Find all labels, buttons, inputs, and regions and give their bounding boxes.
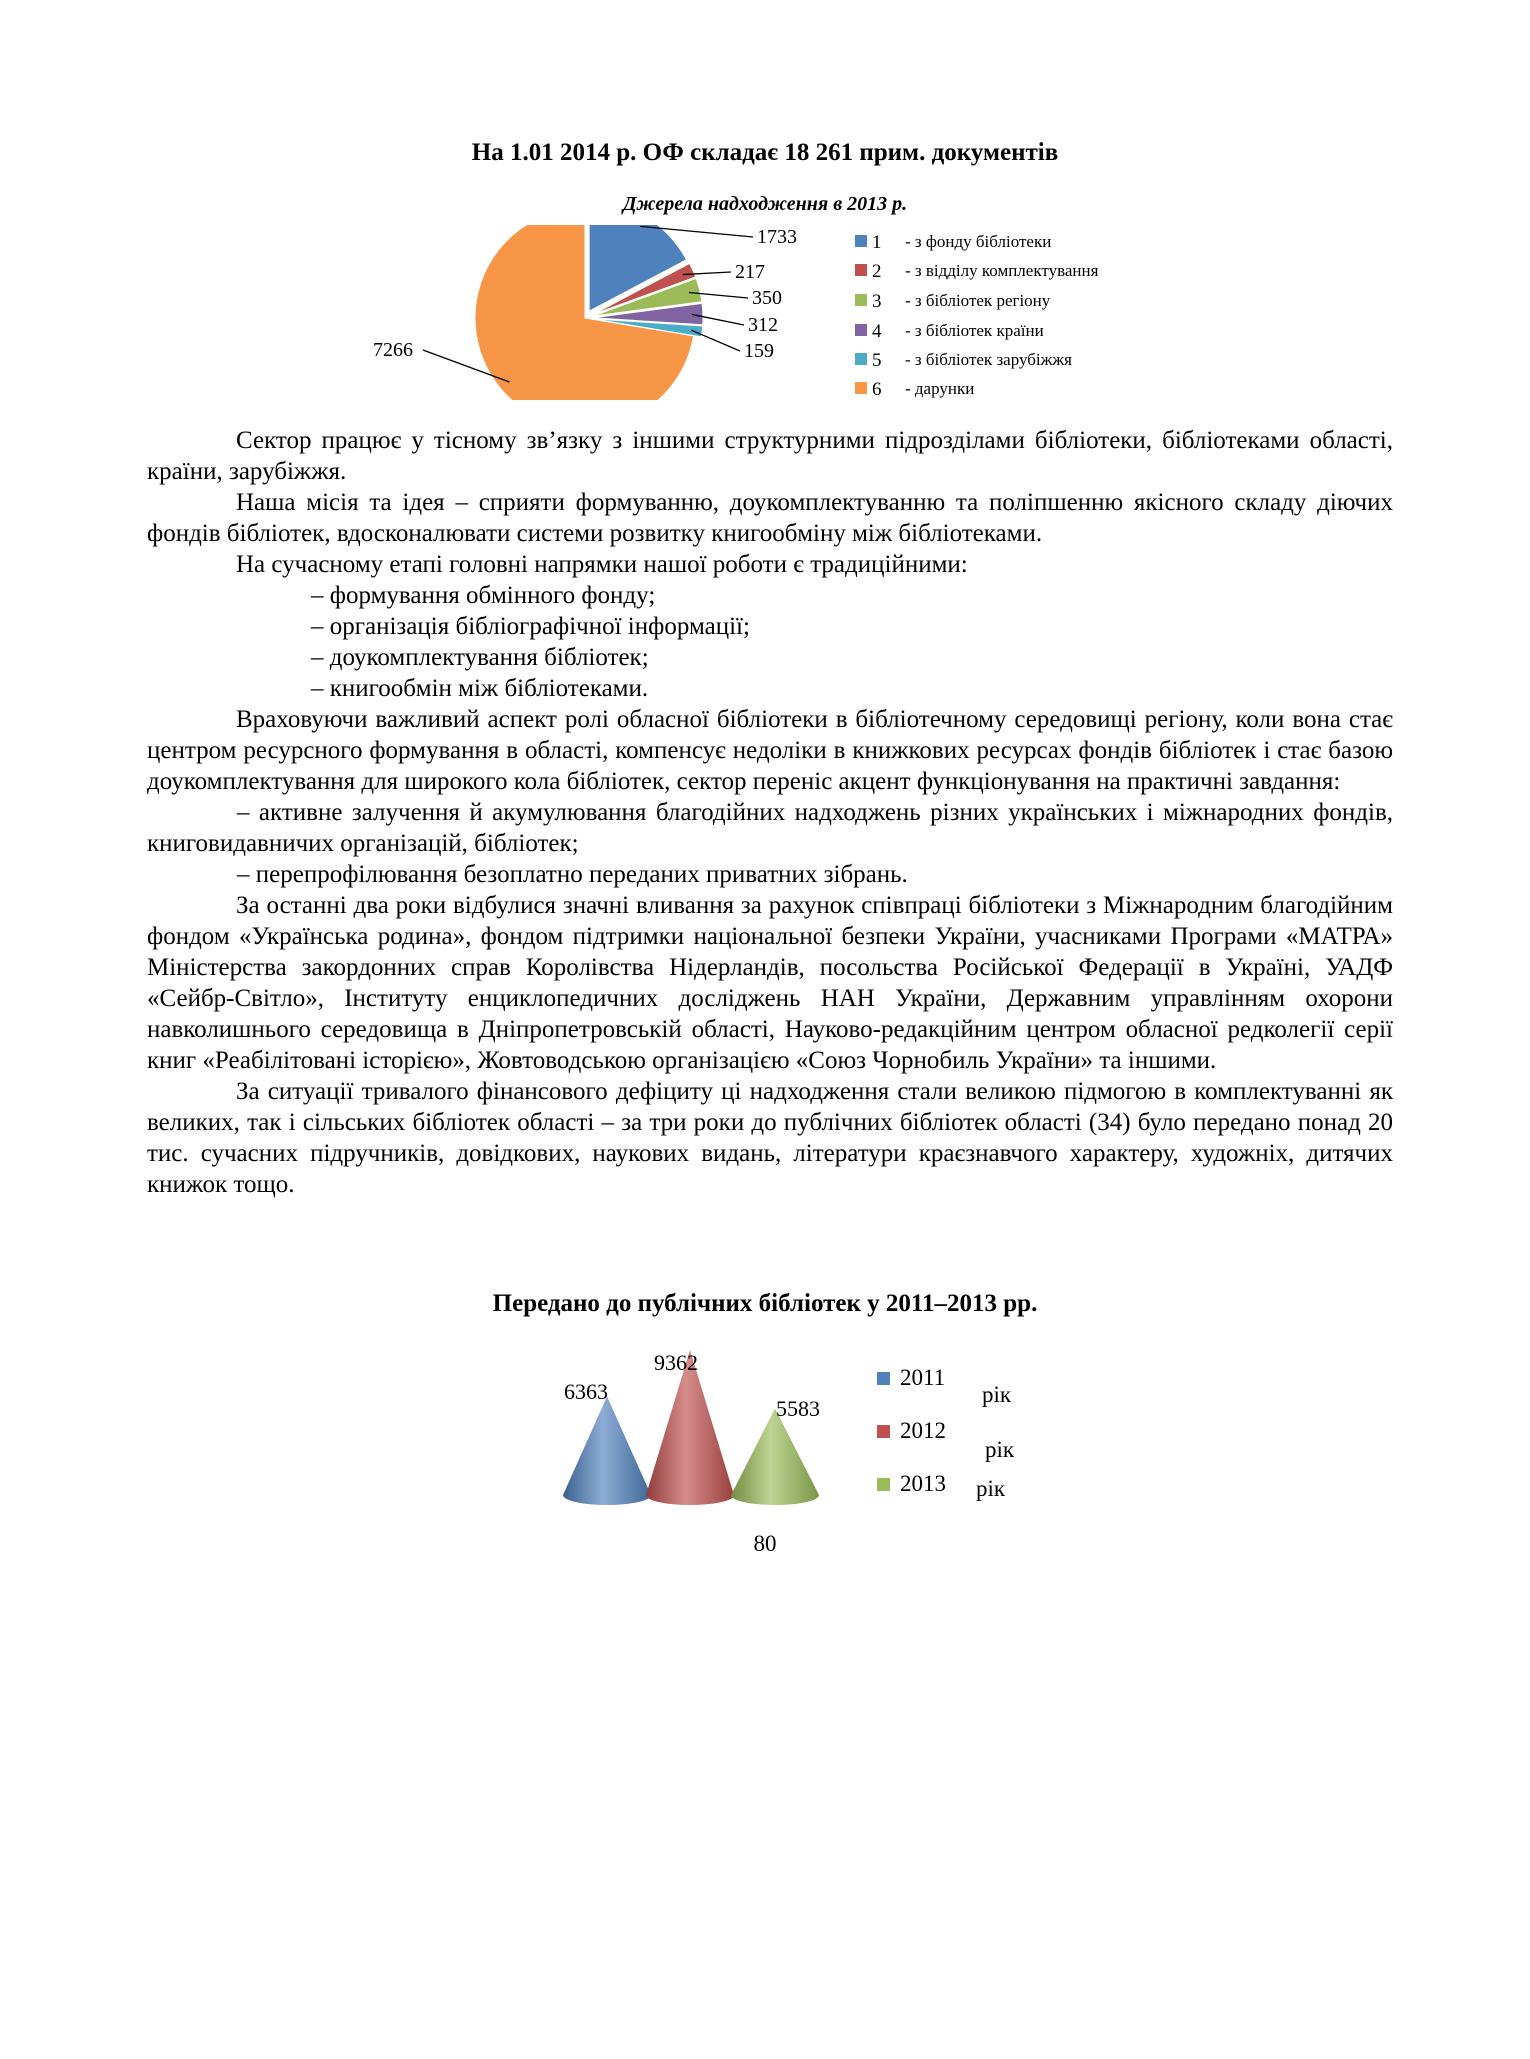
legend-suffix: рік (985, 1437, 1015, 1462)
paragraph: Наша місія та ідея – сприяти формуванню, доукомплектуванню та поліпшенню якісного складу діючих фондів бібліотек, вдосконалювати системи розвитку книгообміну між бібліотеками. (147, 489, 1393, 547)
legend-text: - з бібліотек регіону (905, 291, 1051, 310)
legend-number: 6 (872, 379, 882, 400)
pie-value-label: 350 (752, 287, 782, 309)
cone-bar (731, 1409, 819, 1505)
paragraph: За останні два роки відбулися значні вливання за рахунок співпраці бібліотеки з Міжнародним благодійним фондом «Українська родина», фондом підтримки національної безпеки України, учасниками Програми «МАТРА» Міністерства закордонних справ Королівства Нідерландів, посольства Російської Федерації в Україні, УАДФ «Сейбр-Світло», Інституту енциклопедичних досліджень НАН України, Державним управлінням охорони навколишнього середовища в Дніпропетровській області, Науково-редакційним центром обласної редколегії серії книг «Реабілітовані історією», Жовтоводською організацією «Союз Чорнобиль України» та іншими. (147, 892, 1393, 1074)
page-number: 80 (753, 1531, 777, 1556)
pie-slices (475, 201, 703, 428)
paragraph: Сектор працює у тісному зв’язку з іншими структурними підрозділами бібліотеки, бібліотеками області, країни, зарубіжжя. (147, 427, 1393, 485)
paragraph: На сучасному етапі головні напрямки нашої роботи є традиційними: (236, 551, 968, 578)
pie-leader-line (691, 330, 740, 351)
list-item: – перепрофілювання безоплатно переданих приватних зібрань. (237, 861, 908, 888)
legend-swatch (855, 294, 867, 306)
list-item: – книгообмін між бібліотеками. (311, 675, 649, 702)
legend-text: - дарунки (905, 379, 975, 398)
pie-chart-title: Джерела надходження в 2013 р. (622, 193, 908, 215)
list-item: – формування обмінного фонду; (311, 582, 656, 609)
legend-text: - з бібліотек країни (905, 321, 1044, 340)
legend-swatch (855, 353, 867, 365)
legend-swatch (877, 1478, 890, 1491)
legend-number: 3 (872, 291, 882, 312)
legend-swatch (877, 1372, 890, 1385)
cone-value-label: 6363 (564, 1379, 608, 1404)
legend-suffix: рік (982, 1382, 1012, 1407)
cone-bar (563, 1396, 651, 1505)
legend-text: - з відділу комплектування (905, 261, 1099, 280)
fund-heading: На 1.01 2014 р. ОФ складає 18 261 прим. документів (471, 139, 1059, 166)
transferred-heading: Передано до публічних бібліотек у 2011–2013 рр. (492, 1290, 1038, 1317)
legend-year: 2013 (900, 1471, 946, 1496)
paragraph: Враховуючи важливий аспект ролі обласної бібліотеки в бібліотечному середовищі регіону, коли вона стає центром ресурсного формування в області, компенсує недоліки в книжкових ресурсах фондів бібліотек і стає базою доукомплектування для широкого кола бібліотек, сектор переніс акцент функціонування на практичні завдання: (147, 706, 1393, 795)
list-item: – активне залучення й акумулювання благодійних надходжень різних українських і міжнародних фондів, книговидавничих організацій, бібліотек; (147, 799, 1393, 857)
legend-swatch (855, 324, 867, 336)
legend-suffix: рік (976, 1476, 1006, 1501)
legend-text: - з бібліотек зарубіжжя (905, 350, 1072, 369)
pie-value-label: 159 (744, 340, 774, 362)
body-text (147, 425, 1393, 1200)
legend-text: - з фонду бібліотеки (905, 232, 1052, 251)
pie-value-label: 1733 (757, 226, 797, 248)
pie-value-label: 217 (735, 261, 765, 283)
legend-year: 2011 (900, 1365, 946, 1390)
list-item: – організація бібліографічної інформації; (311, 613, 750, 640)
paragraph: За ситуації тривалого фінансового дефіциту ці надходження стали великою підмогою в комплектуванні як великих, так і сільських бібліотек області – за три роки до публічних бібліотек області (34) було передано понад 20 тис. сучасних підручників, довідкових, наукових видань, літератури краєзнавчого характеру, художніх, дитячих книжок тощо. (147, 1078, 1393, 1198)
legend-number: 4 (872, 321, 882, 342)
cone-value-label: 9362 (654, 1350, 698, 1375)
cone-value-label: 5583 (776, 1396, 820, 1421)
legend-swatch (855, 264, 867, 276)
transferred-cone-chart (0, 1340, 1530, 1545)
legend-number: 2 (872, 261, 882, 282)
legend-number: 5 (872, 350, 882, 371)
legend-year: 2012 (900, 1418, 946, 1443)
legend-swatch (877, 1425, 890, 1438)
pie-value-label: 312 (748, 314, 778, 336)
sources-pie-chart (0, 225, 1530, 410)
legend-number: 1 (872, 232, 882, 253)
pie-value-label: 7266 (373, 339, 413, 361)
list-item: – доукомплектування бібліотек; (311, 644, 649, 671)
legend-swatch (855, 235, 867, 247)
legend-swatch (855, 382, 867, 394)
